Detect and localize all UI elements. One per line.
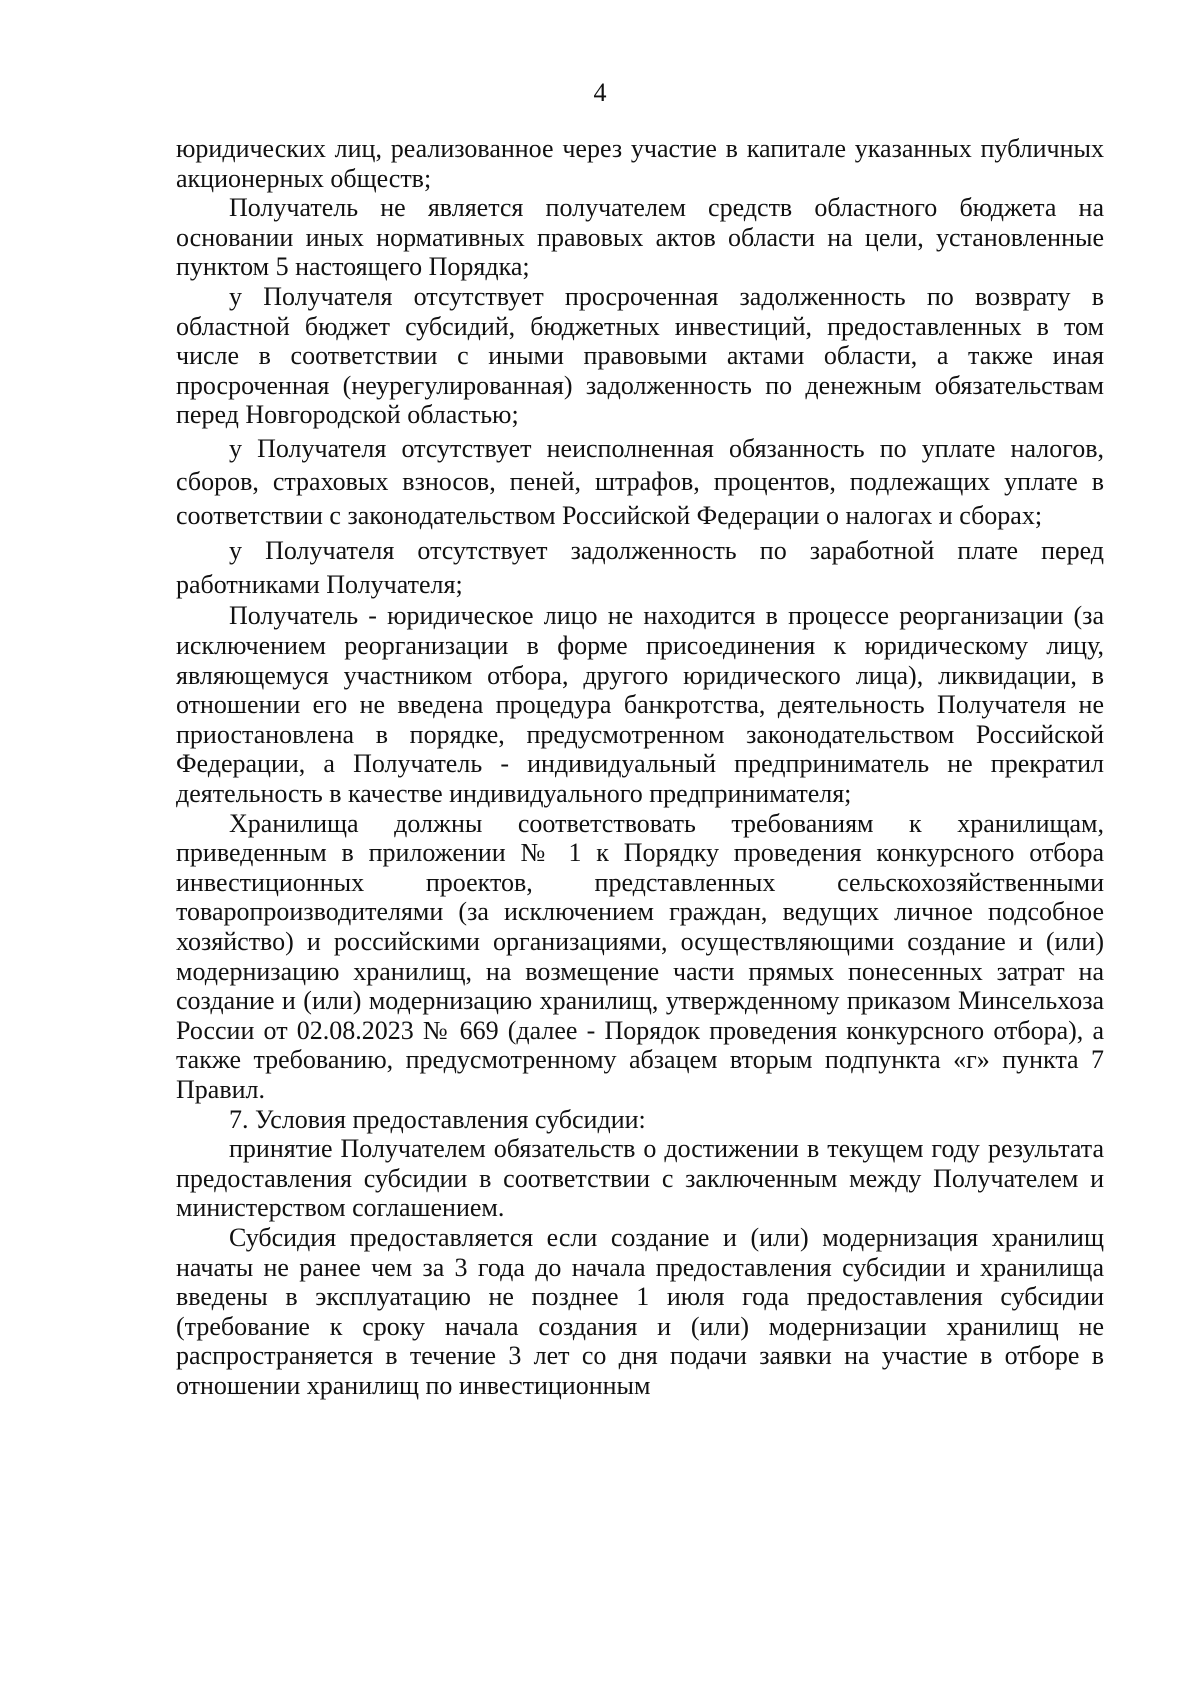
paragraph-not-budget-recipient: Получатель не является получателем средств областного бюджета на основании иных нормативных правовых актов области на цели, установленные пунктом 5 настоящего Порядка; xyxy=(176,193,1104,282)
paragraph-recipient-obligations: принятие Получателем обязательств о достижении в текущем году результата предоставления субсидии в соответствии с заключенным между Получателем и министерством соглашением. xyxy=(176,1134,1104,1223)
paragraph-no-reorganization: Получатель - юридическое лицо не находится в процессе реорганизации (за исключением реорганизации в форме присоединения к юридическому лицу, являющемуся участником отбора, другого юридического лица), ликвидации, в отношении его не введена процедура банкротства, деятельность Получателя не приостановлена в порядке, предусмотренном законодательством Российской Федерации, а Получатель - индивидуальный предприниматель не прекратил деятельность в качестве индивидуального предпринимателя; xyxy=(176,601,1104,808)
paragraph-no-tax-obligations: у Получателя отсутствует неисполненная обязанность по уплате налогов, сборов, страховых взносов, пеней, штрафов, процентов, подлежащих уплате в соответствии с законодательством Российской Федерации о налогах и сборах; xyxy=(176,433,1104,530)
page-number: 4 xyxy=(593,78,607,107)
paragraph-subsidy-timing: Субсидия предоставляется если создание и (или) модернизация хранилищ начаты не ранее чем за 3 года до начала предоставления субсидии и хранилища введены в эксплуатацию не позднее 1 июля года предоставления субсидии (требование к сроку начала создания и (или) модернизации хранилищ не распространяется в течение 3 лет со дня подачи заявки на участие в отборе в отношении хранилищ по инвестиционным xyxy=(176,1222,1104,1400)
paragraph-no-salary-debt: у Получателя отсутствует задолженность по заработной плате перед работниками Получателя; xyxy=(176,536,1104,599)
section-heading-subsidy-conditions: 7. Условия предоставления субсидии: xyxy=(229,1104,646,1134)
paragraph-no-overdue-debt: у Получателя отсутствует просроченная задолженность по возврату в областной бюджет субсидий, бюджетных инвестиций, предоставленных в том числе в соответствии с иными правовыми актами области, а также иная просроченная (неурегулированная) задолженность по денежным обязательствам перед Новгородской областью; xyxy=(176,281,1104,430)
document-body xyxy=(176,134,1104,1400)
paragraph-continuation: юридических лиц, реализованное через участие в капитале указанных публичных акционерных обществ; xyxy=(176,134,1104,193)
paragraph-storage-requirements: Хранилища должны соответствовать требованиям к хранилищам, приведенным в приложении № 1 к Порядку проведения конкурсного отбора инвестиционных проектов, представленных сельскохозяйственными товаропроизводителями (за исключением граждан, ведущих личное подсобное хозяйство) и российскими организациями, осуществляющими создание и (или) модернизацию хранилищ, на возмещение части прямых понесенных затрат на создание и (или) модернизацию хранилищ, утвержденному приказом Минсельхоза России от 02.08.2023 № 669 (далее - Порядок проведения конкурсного отбора), а также требованию, предусмотренному абзацем вторым подпункта «г» пункта 7 Правил. xyxy=(176,808,1104,1104)
